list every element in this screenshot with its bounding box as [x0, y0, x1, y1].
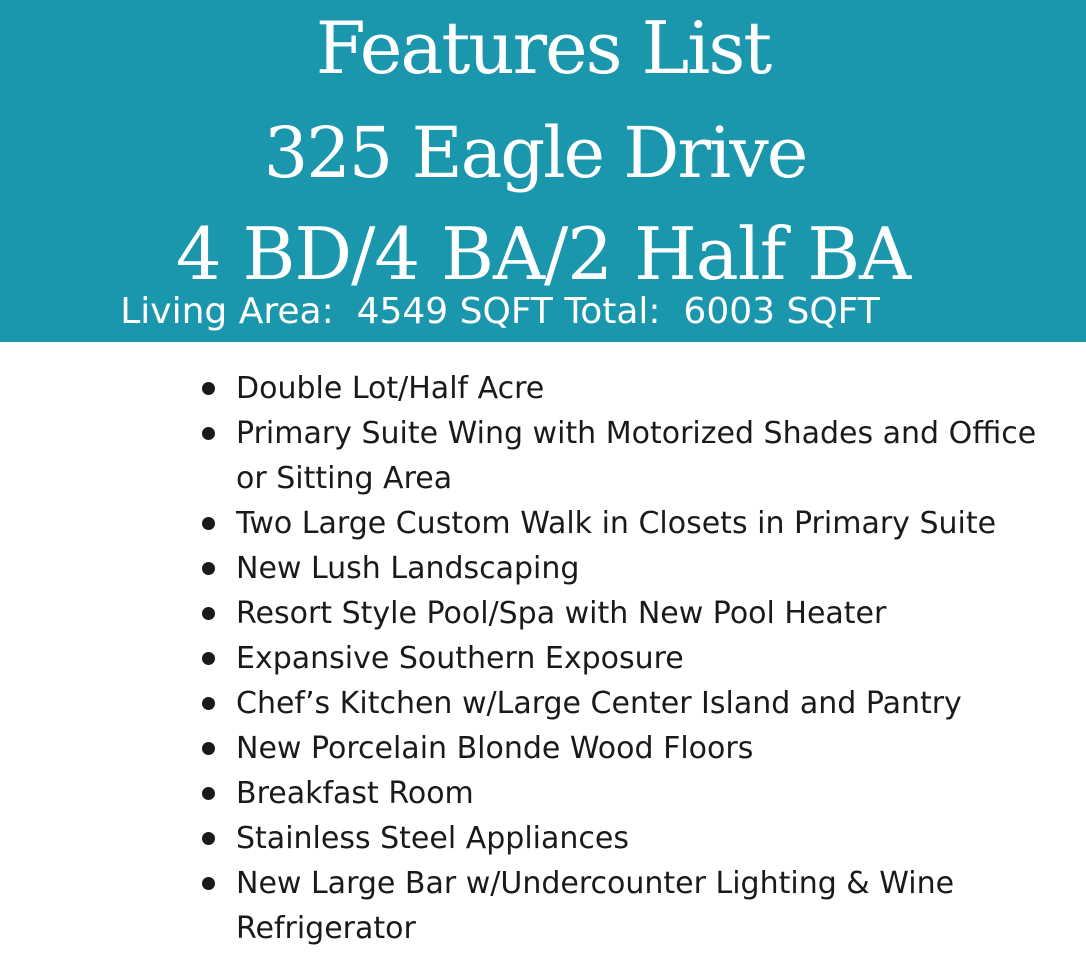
feature-item	[200, 501, 1060, 546]
bullet-dot-icon	[202, 832, 215, 845]
feature-text: New Lush Landscaping	[236, 551, 580, 586]
page-title: Features List	[315, 6, 771, 90]
feature-item	[200, 411, 1060, 501]
feature-text: Breakfast Room	[236, 776, 474, 811]
bullet-dot-icon	[202, 382, 215, 395]
property-address: 325 Eagle Drive	[263, 112, 807, 194]
feature-text: Double Lot/Half Acre	[236, 371, 545, 406]
bullet-dot-icon	[202, 607, 215, 620]
bullet-dot-icon	[202, 427, 215, 440]
feature-text: Two Large Custom Walk in Closets in Primary Suite	[236, 506, 997, 541]
feature-text: New Porcelain Blonde Wood Floors	[236, 731, 754, 766]
feature-text: Expansive Southern Exposure	[236, 641, 684, 676]
feature-text: Resort Style Pool/Spa with New Pool Heater	[236, 596, 887, 631]
bullet-dot-icon	[202, 742, 215, 755]
feature-text: New Large Bar w/Undercounter Lighting & Wine Refrigerator	[236, 866, 955, 946]
feature-item	[200, 816, 1060, 861]
bullet-dot-icon	[202, 877, 215, 890]
feature-item	[200, 591, 1060, 636]
feature-text: Stainless Steel Appliances	[236, 821, 629, 856]
feature-item	[200, 681, 1060, 726]
feature-item	[200, 726, 1060, 771]
header-banner	[0, 0, 1086, 342]
feature-item	[200, 366, 1060, 411]
bullet-dot-icon	[202, 697, 215, 710]
feature-text: Primary Suite Wing with Motorized Shades and Office or Sitting Area	[236, 416, 1037, 496]
bullet-dot-icon	[202, 517, 215, 530]
feature-item	[200, 771, 1060, 816]
bullet-dot-icon	[202, 787, 215, 800]
feature-item	[200, 636, 1060, 681]
feature-text: Chef’s Kitchen w/Large Center Island and Pantry	[236, 686, 962, 721]
bullet-dot-icon	[202, 562, 215, 575]
area-summary: Living Area: 4549 SQFT Total: 6003 SQFT	[120, 291, 880, 332]
feature-item	[200, 546, 1060, 591]
bullet-dot-icon	[202, 652, 215, 665]
features-list	[200, 366, 1060, 951]
feature-item	[200, 861, 1060, 951]
beds-baths: 4 BD/4 BA/2 Half BA	[175, 212, 911, 296]
